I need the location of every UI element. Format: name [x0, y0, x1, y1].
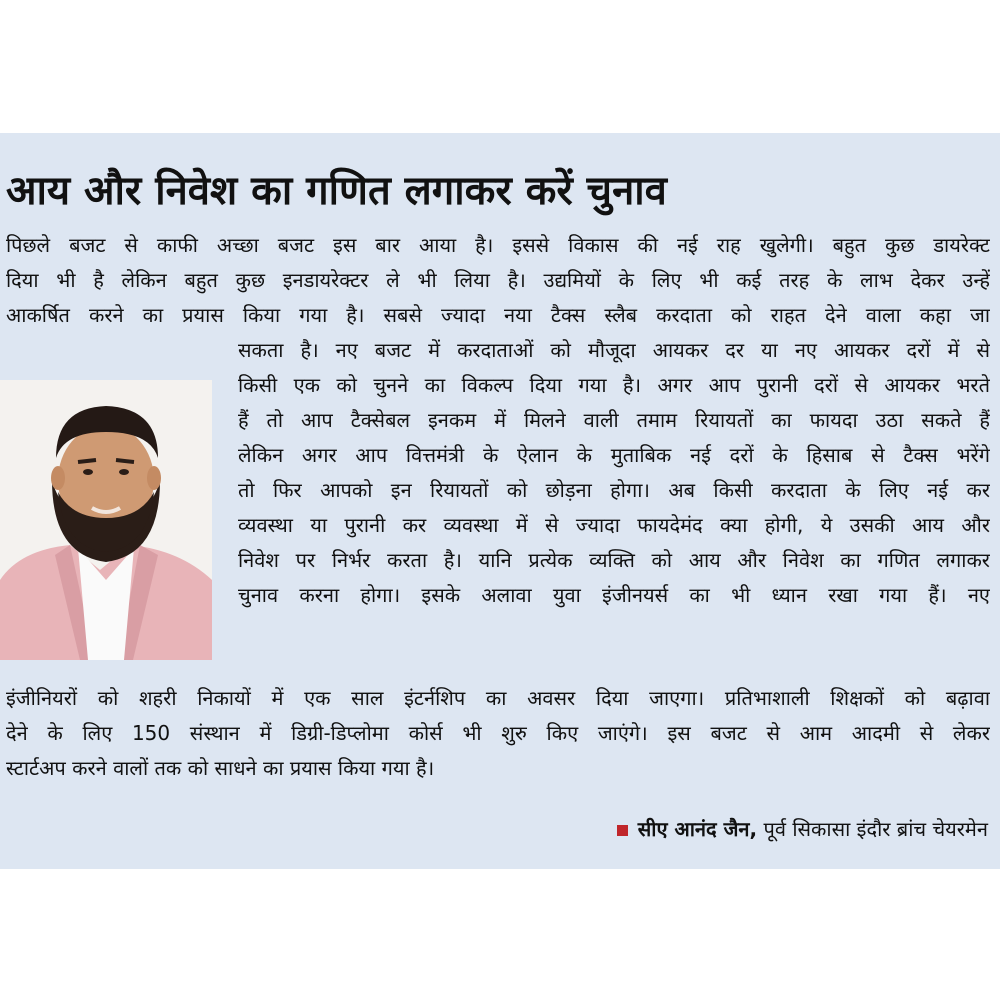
body-line: तो फिर आपको इन रियायतों को छोड़ना होगा। अब किसी करदाता के लिए नई कर	[238, 478, 990, 502]
body-line: व्यवस्था या पुरानी कर व्यवस्था में से ज्यादा फायदेमंद क्या होगी, ये उसकी आय और	[238, 513, 990, 537]
body-line: देने के लिए 150 संस्थान में डिग्री-डिप्लोमा कोर्स भी शुरु किए जाएंगे। इस बजट से आम आदमी से लेकर	[6, 721, 990, 745]
body-line: किसी एक को चुनने का विकल्प दिया गया है। अगर आप पुरानी दरों से आयकर भरते	[238, 373, 990, 397]
body-line: स्टार्टअप करने वालों तक को साधने का प्रयास किया गया है।	[6, 756, 435, 780]
body-line: इंजीनियरों को शहरी निकायों में एक साल इंटर्नशिप का अवसर दिया जाएगा। प्रतिभाशाली शिक्षकों को बढ़ावा	[6, 686, 990, 710]
body-line: आकर्षित करने का प्रयास किया गया है। सबसे ज्यादा नया टैक्स स्लैब करदाता को राहत देने वाला कहा जा	[6, 303, 990, 327]
body-line: दिया भी है लेकिन बहुत कुछ इनडायरेक्टर ले भी लिया है। उद्यमियों के लिए भी कई तरह के लाभ देकर उन्हें	[6, 268, 990, 292]
body-line: पिछले बजट से काफी अच्छा बजट इस बार आया है। इससे विकास की नई राह खुलेगी। बहुत कुछ डायरेक्ट	[6, 233, 990, 257]
body-line: सकता है। नए बजट में करदाताओं को मौजूदा आयकर दर या नए आयकर दरों में से	[238, 338, 990, 362]
portrait-illustration	[0, 380, 212, 660]
byline	[617, 813, 988, 845]
body-line: चुनाव करना होगा। इसके अलावा युवा इंजीनयर्स का भी ध्यान रखा गया हैं। नए	[238, 583, 990, 607]
byline-author-role: पूर्व सिकासा इंदौर ब्रांच चेयरमेन	[763, 817, 988, 841]
body-line: लेकिन अगर आप वित्तमंत्री के ऐलान के मुताबिक नई दरों के हिसाब से टैक्स भरेंगे	[238, 443, 990, 467]
body-line: हैं तो आप टैक्सेबल इनकम में मिलने वाली तमाम रियायतों का फायदा उठा सकते हैं	[238, 408, 990, 432]
red-square-bullet-icon	[617, 825, 628, 836]
author-portrait-photo	[0, 380, 212, 660]
news-clipping	[0, 133, 1000, 869]
body-line: निवेश पर निर्भर करता है। यानि प्रत्येक व्यक्ति को आय और निवेश का गणित लगाकर	[238, 548, 990, 572]
article-headline: आय और निवेश का गणित लगाकर करें चुनाव	[6, 168, 667, 214]
byline-author-name: सीए आनंद जैन,	[637, 817, 758, 841]
